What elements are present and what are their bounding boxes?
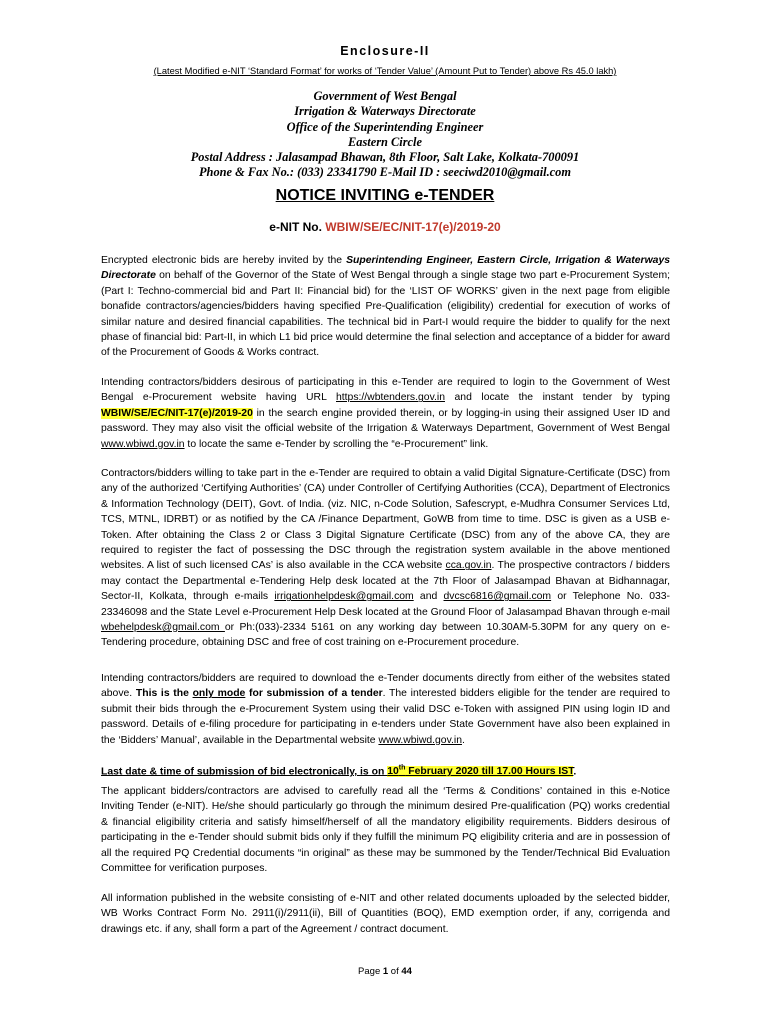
deadline-label: Last date & time of submission of bid electronically, is on — [101, 766, 388, 778]
paragraph-terms — [101, 784, 670, 876]
enit-code: WBIW/SE/EC/NIT-17(e)/2019-20 — [325, 220, 501, 234]
p4-text-d: . — [461, 734, 465, 746]
current-page-number: 1 — [382, 966, 389, 977]
paragraph-login — [101, 375, 670, 452]
footer-of-word: of — [388, 966, 402, 977]
cca-link[interactable]: cca.gov.in — [445, 560, 492, 572]
header-office: Office of the Superintending Engineer — [286, 119, 484, 134]
office-header — [0, 89, 770, 181]
deadline-date — [387, 766, 573, 777]
header-directorate: Irrigation & Waterways Directorate — [294, 104, 476, 119]
paragraph-invitation — [101, 253, 670, 361]
p2-text-c: in the search engine provided therein, or by logging-in using their assigned User ID and password. They may also visit the official website of the Irrigation & Waterways Department, Government of West Bengal — [101, 407, 670, 435]
header-circle: Eastern Circle — [347, 134, 422, 149]
paragraph-download — [101, 671, 670, 748]
p3-text: Contractors/bidders willing to take part in the e-Tender are required to obtain a valid Digital Signature-Certificate (DSC) from any of the authorized ‘Certifying Authorities’ (CA) under Controller of Certifying Authorities (CCA), Department of Electronics & Information Technology (DEIT), Govt. of India. (viz. NIC, n-Code Solution, Safescrypt, e-Mudhra Consumer Services Ltd, TCS, MTNL, IDRBT) or as notified by the CA /Finance Department, GoWB from time to time. DSC is given as a USB e-Token. After obtaining the Class 2 or Class 3 Digital Signature Certificate (DSC) from any of the above CA, they are required to register the fact of possessing the DSC through the registration system available in the above mentioned websites. A list of such licensed CAs’ is also available in the CCA website — [101, 468, 670, 572]
p3-text-e: or Ph:(033)-2334 5161 on any working day between 10.30AM-5.30PM for any query on e-Tendering procedure, obtaining DSC and free of cost training on e-Procurement procedure. — [101, 622, 670, 649]
format-subtitle: (Latest Modified e-NIT ‘Standard Format’ for works of ‘Tender Value’ (Amount Put to Tender) above Rs 45.0 lakh) — [153, 66, 617, 76]
paragraph-dsc — [101, 466, 670, 651]
submission-deadline — [101, 761, 670, 780]
p6-text: All information published in the website consisting of e-NIT and other related documents uploaded by the selected bidder, WB Works Contract Form No. 2911(i)/2911(ii), Bill of Quantities (BOQ), EMD exemption order, if any, corrigenda and drawings etc. if any, shall form a part of the Agreement / contract document. — [101, 893, 670, 935]
enclosure-label: Enclosure-II — [340, 44, 430, 58]
wbiwd-link[interactable]: www.wbiwd.gov.in — [101, 438, 185, 450]
p4-bold-b: for submission of a tender — [245, 688, 383, 700]
wbe-helpdesk-email[interactable]: wbehelpdesk@gmail.com — [101, 622, 225, 634]
p4-only-mode: only mode — [192, 688, 246, 700]
enit-number — [0, 220, 770, 234]
enit-prefix: e-NIT No. — [269, 220, 326, 234]
header-contact: Phone & Fax No.: (033) 23341790 E-Mail ID : seeciwd2010@gmail.com — [198, 165, 572, 180]
total-pages: 44 — [401, 966, 412, 977]
p2-text: Intending contractors/bidders desirous of participating in this e-Tender are required to login to the Government of West Bengal e-Procurement website having URL — [101, 377, 670, 404]
p3-text-c: and — [413, 591, 444, 603]
p3-text-d: or Telephone No. 033-23346098 and the State Level e-Procurement Help Desk located at the Ground Floor of Jalasampad Bhavan through e-mail — [101, 591, 670, 618]
p1-text-rest: on behalf of the Governor of the State of West Bengal through a single stage two part e-Procurement System; (Part I: Techno-commercial bid and Part II: Financial bid) for the ‘LIST OF WORKS’ given in the next page from eligible bonafide contractors/agencies/bidders having specified Pre-Qualification (eligibility) credential for execution of works of similar nature and desired financial capabilities. The technical bid in Part-I would require the bidder to qualify for the next phase of financial bid: Part-II, in which L1 bid price would determine the final selection and acceptance of a bidder for award of the Procurement of Goods & Works contract. — [101, 270, 670, 359]
wbiwd-link-2[interactable]: www.wbiwd.gov.in — [378, 734, 462, 746]
header-address: Postal Address : Jalasampad Bhawan, 8th Floor, Salt Lake, Kolkata-700091 — [190, 150, 580, 165]
footer-page-word: Page — [358, 966, 383, 977]
p1-authority: Superintending Engineer, Eastern Circle, Irrigation & Waterways Directorate — [101, 255, 670, 282]
paragraph-agreement — [101, 891, 670, 937]
tender-id-highlight: WBIW/SE/EC/NIT-17(e)/2019-20 — [101, 407, 253, 419]
p4-text: Intending contractors/bidders are required to download the e-Tender documents directly from either of the websites stated above. — [101, 673, 670, 700]
notice-title: NOTICE INVITING e-TENDER — [275, 187, 495, 204]
dvcsc-email[interactable]: dvcsc6816@gmail.com — [443, 591, 552, 603]
p2-text-d: to locate the same e-Tender by scrolling the “e-Procurement” link. — [184, 438, 489, 450]
p5-text: The applicant bidders/contractors are advised to carefully read all the ‘Terms & Conditions’ contained in this e-Notice Inviting Tender (e-NIT). He/she should particularly go through the minimum desired Pre-qualification (PQ) works credential & financial eligibility criteria and satisfy himself/herself of all the mandatory eligibility requirements. Bidders desirous of participating in the e-Tender should submit bids only if they fulfill the minimum PQ eligibility criteria and are in possession of all the required PQ Credential documents “in original” as these may be summoned by the Tender/Technical Bid Evaluation Committee for verification purposes. — [101, 786, 670, 875]
irrigation-helpdesk-email[interactable]: irrigationhelpdesk@gmail.com — [274, 591, 414, 603]
p1-text: Encrypted electronic bids are hereby invited by the — [101, 255, 347, 266]
deadline-day: 10 — [387, 766, 399, 778]
deadline-ordinal: th — [398, 765, 406, 772]
p4-bold-a: This is the — [135, 688, 193, 700]
deadline-end: . — [573, 766, 577, 778]
page-footer — [0, 966, 770, 977]
wbtenders-link[interactable]: https://wbtenders.gov.in — [336, 392, 445, 404]
p4-text-c: . The interested bidders eligible for the tender are required to submit their bids through the e-Procurement System using their valid DSC e-Token with assigned PIN using login ID and password. Details of e-filing procedure for participating in e-tenders under State Government have also been explained in the ‘Bidders’ Manual’, available in the Departmental website — [101, 688, 670, 746]
deadline-rest: February 2020 till 17.00 Hours IST — [405, 766, 574, 778]
header-government: Government of West Bengal — [313, 89, 457, 103]
p2-text-b: and locate the instant tender by typing — [444, 392, 670, 404]
p3-text-b: . The prospective contractors / bidders may contact the Departmental e-Tendering Help desk located at the 7th Floor of Jalasampad Bhavan at Bidhannagar, Sector-II, Kolkata, through e-mails — [101, 560, 670, 603]
